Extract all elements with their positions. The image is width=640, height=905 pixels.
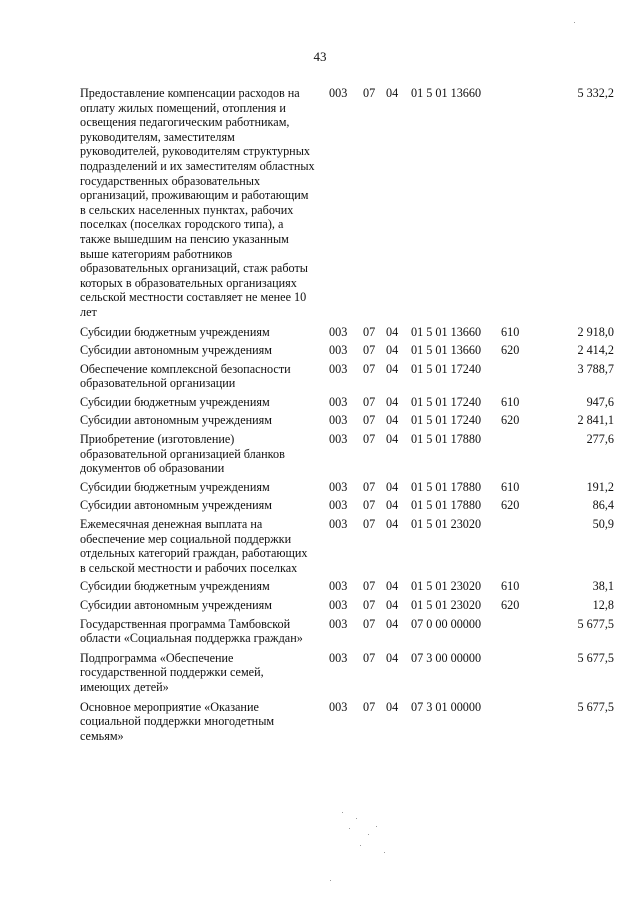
amount: 5 332,2 <box>577 86 614 100</box>
table-row <box>80 432 640 476</box>
ministry-code: 003 <box>329 413 348 428</box>
target-article: 01 5 01 17880 <box>411 479 482 494</box>
table-row <box>80 325 640 340</box>
target-article: 01 5 01 17240 <box>411 413 482 428</box>
table-row <box>80 617 640 646</box>
target-article: 01 5 01 17880 <box>411 432 482 447</box>
row-description: Субсидии бюджетным учреждениям <box>80 394 270 409</box>
row-description: Субсидии автономным учреждениям <box>80 343 272 358</box>
expense-type: 620 <box>501 413 520 428</box>
section-code: 07 <box>363 650 376 665</box>
target-article: 07 3 01 00000 <box>411 699 482 714</box>
page-number: 43 <box>313 49 327 64</box>
ministry-code: 003 <box>329 479 348 494</box>
subsection-code: 04 <box>386 86 399 100</box>
table-row <box>80 517 640 575</box>
target-article: 07 0 00 00000 <box>411 616 482 631</box>
section-code: 07 <box>363 86 376 100</box>
target-article: 01 5 01 23020 <box>411 517 482 532</box>
subsection-code: 04 <box>386 479 399 494</box>
subsection-code: 04 <box>386 361 399 376</box>
expense-type: 620 <box>501 343 520 358</box>
table-row <box>80 700 640 744</box>
ministry-code: 003 <box>329 343 348 358</box>
ministry-code: 003 <box>329 650 348 665</box>
ministry-code: 003 <box>329 324 348 339</box>
ministry-code: 003 <box>329 517 348 532</box>
row-description: Обеспечение комплексной безопасности образовательной организации <box>80 361 291 391</box>
table-row <box>80 480 640 495</box>
amount: 86,4 <box>592 498 614 513</box>
table-row <box>80 343 640 358</box>
row-description: Субсидии бюджетным учреждениям <box>80 479 270 494</box>
row-description: Предоставление компенсации расходов на оплату жилых помещений, отопления и освещения педагогическим работникам, руководителям, заместителям руководителей, руководителям структурных подразделений и их заместителям областных государственных образовательных организаций, проживающим и работающим в сельских населенных пунктах, рабочих поселках (поселках городского типа), а также вышедшим на пенсию указанным выше категориям работников образовательных организаций, стаж работы которых в образовательных организациях сельской местности составляет не менее 10 лет <box>80 86 315 319</box>
section-code: 07 <box>363 498 376 513</box>
section-code: 07 <box>363 479 376 494</box>
expense-type: 610 <box>501 394 520 409</box>
subsection-code: 04 <box>386 579 399 594</box>
subsection-code: 04 <box>386 699 399 714</box>
amount: 5 677,5 <box>577 616 614 631</box>
table-row <box>80 362 640 391</box>
amount: 2 841,1 <box>577 413 614 428</box>
target-article: 01 5 01 13660 <box>411 86 482 100</box>
target-article: 01 5 01 17240 <box>411 394 482 409</box>
amount: 12,8 <box>592 598 614 612</box>
ministry-code: 003 <box>329 699 348 714</box>
subsection-code: 04 <box>386 394 399 409</box>
expense-type: 620 <box>501 598 520 612</box>
table-row <box>80 395 640 410</box>
expense-type: 610 <box>501 579 520 594</box>
section-code: 07 <box>363 616 376 631</box>
section-code: 07 <box>363 361 376 376</box>
section-code: 07 <box>363 394 376 409</box>
amount: 3 788,7 <box>577 361 614 376</box>
ministry-code: 003 <box>329 616 348 631</box>
target-article: 01 5 01 13660 <box>411 343 482 358</box>
section-code: 07 <box>363 699 376 714</box>
subsection-code: 04 <box>386 432 399 447</box>
row-description: Субсидии автономным учреждениям <box>80 413 272 428</box>
ministry-code: 003 <box>329 361 348 376</box>
row-description: Государственная программа Тамбовской области «Социальная поддержка граждан» <box>80 616 303 646</box>
budget-table <box>80 86 640 743</box>
amount: 5 677,5 <box>577 650 614 665</box>
amount: 38,1 <box>592 579 614 594</box>
amount: 5 677,5 <box>577 699 614 714</box>
subsection-code: 04 <box>386 343 399 358</box>
table-row <box>80 413 640 428</box>
subsection-code: 04 <box>386 498 399 513</box>
section-code: 07 <box>363 343 376 358</box>
section-code: 07 <box>363 598 376 612</box>
target-article: 01 5 01 17880 <box>411 498 482 513</box>
amount: 2 414,2 <box>577 343 614 358</box>
row-description: Субсидии автономным учреждениям <box>80 598 272 612</box>
ministry-code: 003 <box>329 394 348 409</box>
ministry-code: 003 <box>329 579 348 594</box>
row-description: Субсидии бюджетным учреждениям <box>80 579 270 594</box>
target-article: 01 5 01 23020 <box>411 598 482 612</box>
row-description: Подпрограмма «Обеспечение государственной поддержки семей, имеющих детей» <box>80 650 264 694</box>
row-description: Основное мероприятие «Оказание социальной поддержки многодетным семьям» <box>80 699 275 743</box>
expense-type: 620 <box>501 498 520 513</box>
section-code: 07 <box>363 324 376 339</box>
amount: 50,9 <box>592 517 614 532</box>
section-code: 07 <box>363 517 376 532</box>
target-article: 07 3 00 00000 <box>411 650 482 665</box>
section-code: 07 <box>363 432 376 447</box>
expense-type: 610 <box>501 479 520 494</box>
table-row <box>80 498 640 513</box>
target-article: 01 5 01 23020 <box>411 579 482 594</box>
subsection-code: 04 <box>386 650 399 665</box>
target-article: 01 5 01 13660 <box>411 324 482 339</box>
table-row <box>80 651 640 695</box>
subsection-code: 04 <box>386 517 399 532</box>
row-description: Приобретение (изготовление) образовательной организацией бланков документов об образовании <box>80 432 285 476</box>
ministry-code: 003 <box>329 432 348 447</box>
subsection-code: 04 <box>386 413 399 428</box>
amount: 277,6 <box>586 432 614 447</box>
section-code: 07 <box>363 579 376 594</box>
subsection-code: 04 <box>386 324 399 339</box>
amount: 2 918,0 <box>577 324 614 339</box>
row-description: Ежемесячная денежная выплата на обеспечение мер социальной поддержки отдельных категорий граждан, работающих в сельской местности и рабочих поселках <box>80 517 308 575</box>
ministry-code: 003 <box>329 598 348 612</box>
section-code: 07 <box>363 413 376 428</box>
amount: 191,2 <box>586 479 614 494</box>
table-row <box>80 579 640 594</box>
row-description: Субсидии автономным учреждениям <box>80 498 272 513</box>
table-row <box>80 86 640 320</box>
ministry-code: 003 <box>329 498 348 513</box>
ministry-code: 003 <box>329 86 348 100</box>
table-row <box>80 598 640 613</box>
target-article: 01 5 01 17240 <box>411 361 482 376</box>
subsection-code: 04 <box>386 598 399 612</box>
subsection-code: 04 <box>386 616 399 631</box>
amount: 947,6 <box>586 394 614 409</box>
row-description: Субсидии бюджетным учреждениям <box>80 324 270 339</box>
expense-type: 610 <box>501 324 520 339</box>
